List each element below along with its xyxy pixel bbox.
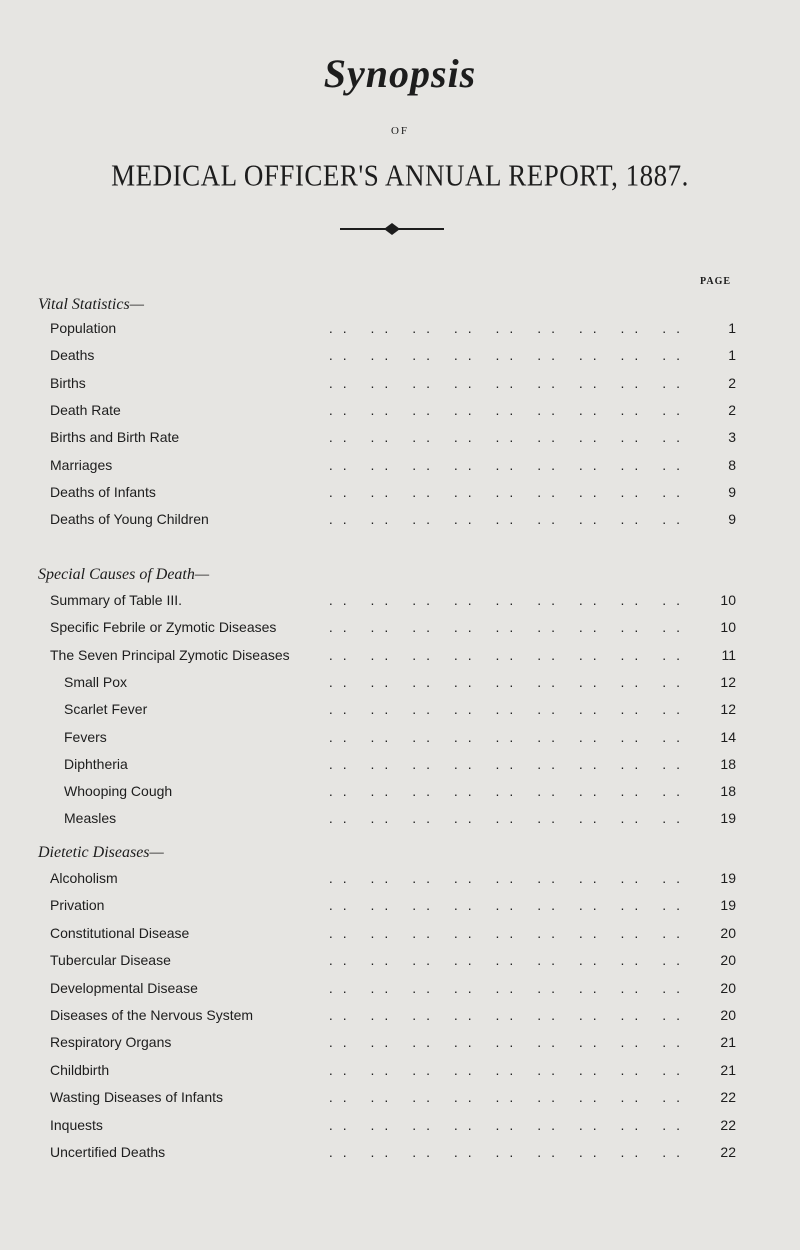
report-title: MEDICAL OFFICER'S ANNUAL REPORT, 1887.	[111, 157, 689, 193]
toc-entry-label: Births	[50, 375, 92, 391]
section-heading-dietetic-diseases: Dietetic Diseases—	[38, 844, 164, 861]
toc-entry-page: 1	[696, 320, 736, 336]
dot-leader: .. .. .. .. .. .. .. .. ..	[328, 701, 690, 718]
dot-leader: .. .. .. .. .. .. .. .. ..	[328, 646, 690, 663]
toc-entry-page: 18	[696, 783, 736, 799]
toc-entry-label: Small Pox	[64, 674, 133, 690]
toc-entry-page: 14	[696, 729, 736, 745]
toc-entry	[0, 647, 800, 671]
ornamental-divider	[340, 222, 444, 236]
toc-entry-label: Fevers	[64, 729, 113, 745]
toc-entry-label: Developmental Disease	[50, 980, 204, 996]
toc-entry-label: Tubercular Disease	[50, 952, 177, 968]
dot-leader: .. .. .. .. .. .. .. .. ..	[328, 979, 690, 996]
toc-entry-page: 12	[696, 701, 736, 717]
dot-leader: .. .. .. .. .. .. .. .. ..	[328, 810, 690, 827]
toc-entry-page: 20	[696, 925, 736, 941]
dot-leader: .. .. .. .. .. .. .. .. ..	[328, 1007, 690, 1023]
dot-leader: .. .. .. .. .. .. .. .. ..	[328, 1116, 690, 1133]
dot-leader: .. .. .. .. .. .. .. .. ..	[328, 1061, 690, 1078]
toc-entry	[0, 952, 800, 976]
toc-entry-page: 18	[696, 756, 736, 772]
dot-leader: .. .. .. .. .. .. .. .. ..	[328, 1034, 690, 1051]
toc-entry-label: Deaths of Young Children	[50, 511, 215, 527]
toc-entry-page: 10	[696, 619, 736, 635]
toc-entry-label: Inquests	[50, 1117, 109, 1133]
toc-entry-page: 21	[696, 1034, 736, 1050]
toc-entry-label: Births and Birth Rate	[50, 429, 185, 445]
toc-entry	[0, 484, 800, 508]
toc-entry	[0, 511, 800, 535]
dot-leader: .. .. .. .. .. .. .. .. ..	[328, 483, 690, 500]
dot-leader: .. .. .. .. .. .. .. .. ..	[328, 952, 690, 969]
toc-entry	[0, 429, 800, 453]
toc-entry-page: 22	[696, 1117, 736, 1133]
dot-leader: .. .. .. .. .. .. .. .. ..	[328, 870, 690, 886]
dot-leader: .. .. .. .. .. .. .. .. ..	[328, 673, 690, 690]
section-heading-special-causes: Special Causes of Death—	[38, 566, 210, 583]
dot-leader: .. .. .. .. .. .. .. .. ..	[328, 728, 690, 745]
dot-leader: .. .. .. .. .. .. .. .. ..	[328, 619, 690, 636]
dot-leader: .. .. .. .. .. .. .. .. ..	[328, 592, 690, 608]
toc-entry-label: Specific Febrile or Zymotic Diseases	[50, 619, 282, 635]
toc-entry-page: 21	[696, 1062, 736, 1078]
dot-leader: .. .. .. .. .. .. .. .. ..	[328, 374, 690, 391]
dot-leader: .. .. .. .. .. .. .. .. ..	[328, 456, 690, 473]
toc-entry-label: Diseases of the Nervous System	[50, 1007, 259, 1023]
toc-entry-label: Uncertified Deaths	[50, 1144, 171, 1160]
toc-entry	[0, 870, 800, 894]
toc-entry-page: 1	[696, 347, 736, 363]
toc-entry	[0, 320, 800, 344]
dot-leader: .. .. .. .. .. .. .. .. ..	[328, 755, 690, 772]
toc-entry-label: Alcoholism	[50, 870, 124, 886]
toc-entry-label: The Seven Principal Zymotic Diseases	[50, 647, 296, 663]
toc-entry-label: Death Rate	[50, 402, 127, 418]
toc-entry	[0, 897, 800, 921]
toc-entry	[0, 729, 800, 753]
toc-entry	[0, 347, 800, 371]
dot-leader: .. .. .. .. .. .. .. .. ..	[328, 783, 690, 800]
toc-entry	[0, 810, 800, 834]
toc-entry-page: 10	[696, 592, 736, 608]
toc-entry-page: 9	[696, 511, 736, 527]
toc-entry-page: 20	[696, 952, 736, 968]
toc-entry-page: 20	[696, 980, 736, 996]
toc-entry	[0, 925, 800, 949]
toc-entry-label: Childbirth	[50, 1062, 115, 1078]
toc-entry	[0, 1007, 800, 1031]
toc-entry	[0, 980, 800, 1004]
page-title: Synopsis	[323, 51, 477, 96]
toc-entry-label: Deaths of Infants	[50, 484, 162, 500]
dot-leader: .. .. .. .. .. .. .. .. ..	[328, 897, 690, 914]
dot-leader: .. .. .. .. .. .. .. .. ..	[328, 320, 690, 336]
toc-entry	[0, 1062, 800, 1086]
toc-entry-label: Respiratory Organs	[50, 1034, 177, 1050]
toc-entry	[0, 592, 800, 616]
toc-entry-page: 20	[696, 1007, 736, 1023]
toc-entry	[0, 756, 800, 780]
toc-entry-page: 19	[696, 870, 736, 886]
toc-entry	[0, 1144, 800, 1168]
toc-entry-label: Summary of Table III.	[50, 592, 188, 608]
toc-entry-page: 11	[696, 647, 736, 663]
toc-entry	[0, 619, 800, 643]
toc-entry-label: Population	[50, 320, 122, 336]
toc-entry-page: 9	[696, 484, 736, 500]
toc-entry-label: Measles	[64, 810, 122, 826]
toc-entry-page: 3	[696, 429, 736, 445]
toc-entry-page: 2	[696, 402, 736, 418]
dot-leader: .. .. .. .. .. .. .. .. ..	[328, 347, 690, 364]
toc-entry-label: Wasting Diseases of Infants	[50, 1089, 229, 1105]
dot-leader: .. .. .. .. .. .. .. .. ..	[328, 1089, 690, 1106]
toc-entry-page: 12	[696, 674, 736, 690]
of-label: OF	[390, 125, 410, 137]
toc-entry-label: Constitutional Disease	[50, 925, 195, 941]
dot-leader: .. .. .. .. .. .. .. .. ..	[328, 429, 690, 446]
dot-leader: .. .. .. .. .. .. .. .. ..	[328, 924, 690, 941]
toc-entry	[0, 457, 800, 481]
toc-entry	[0, 674, 800, 698]
toc-entry-page: 19	[696, 897, 736, 913]
toc-entry	[0, 783, 800, 807]
toc-entry	[0, 1034, 800, 1058]
toc-entry-label: Whooping Cough	[64, 783, 178, 799]
toc-entry	[0, 701, 800, 725]
toc-entry	[0, 402, 800, 426]
page-column-label: PAGE	[700, 276, 732, 287]
toc-entry-page: 22	[696, 1089, 736, 1105]
toc-entry-page: 8	[696, 457, 736, 473]
toc-entry-label: Marriages	[50, 457, 118, 473]
dot-leader: .. .. .. .. .. .. .. .. ..	[328, 511, 690, 528]
toc-entry-label: Deaths	[50, 347, 100, 363]
toc-entry-label: Scarlet Fever	[64, 701, 153, 717]
toc-entry-label: Privation	[50, 897, 110, 913]
toc-entry-label: Diphtheria	[64, 756, 134, 772]
toc-entry-page: 19	[696, 810, 736, 826]
dot-leader: .. .. .. .. .. .. .. .. ..	[328, 401, 690, 418]
toc-entry	[0, 1089, 800, 1113]
toc-entry	[0, 1117, 800, 1141]
toc-entry-page: 22	[696, 1144, 736, 1160]
section-heading-vital-statistics: Vital Statistics—	[38, 296, 144, 313]
toc-entry-page: 2	[696, 375, 736, 391]
dot-leader: .. .. .. .. .. .. .. .. ..	[328, 1144, 690, 1160]
toc-entry	[0, 375, 800, 399]
